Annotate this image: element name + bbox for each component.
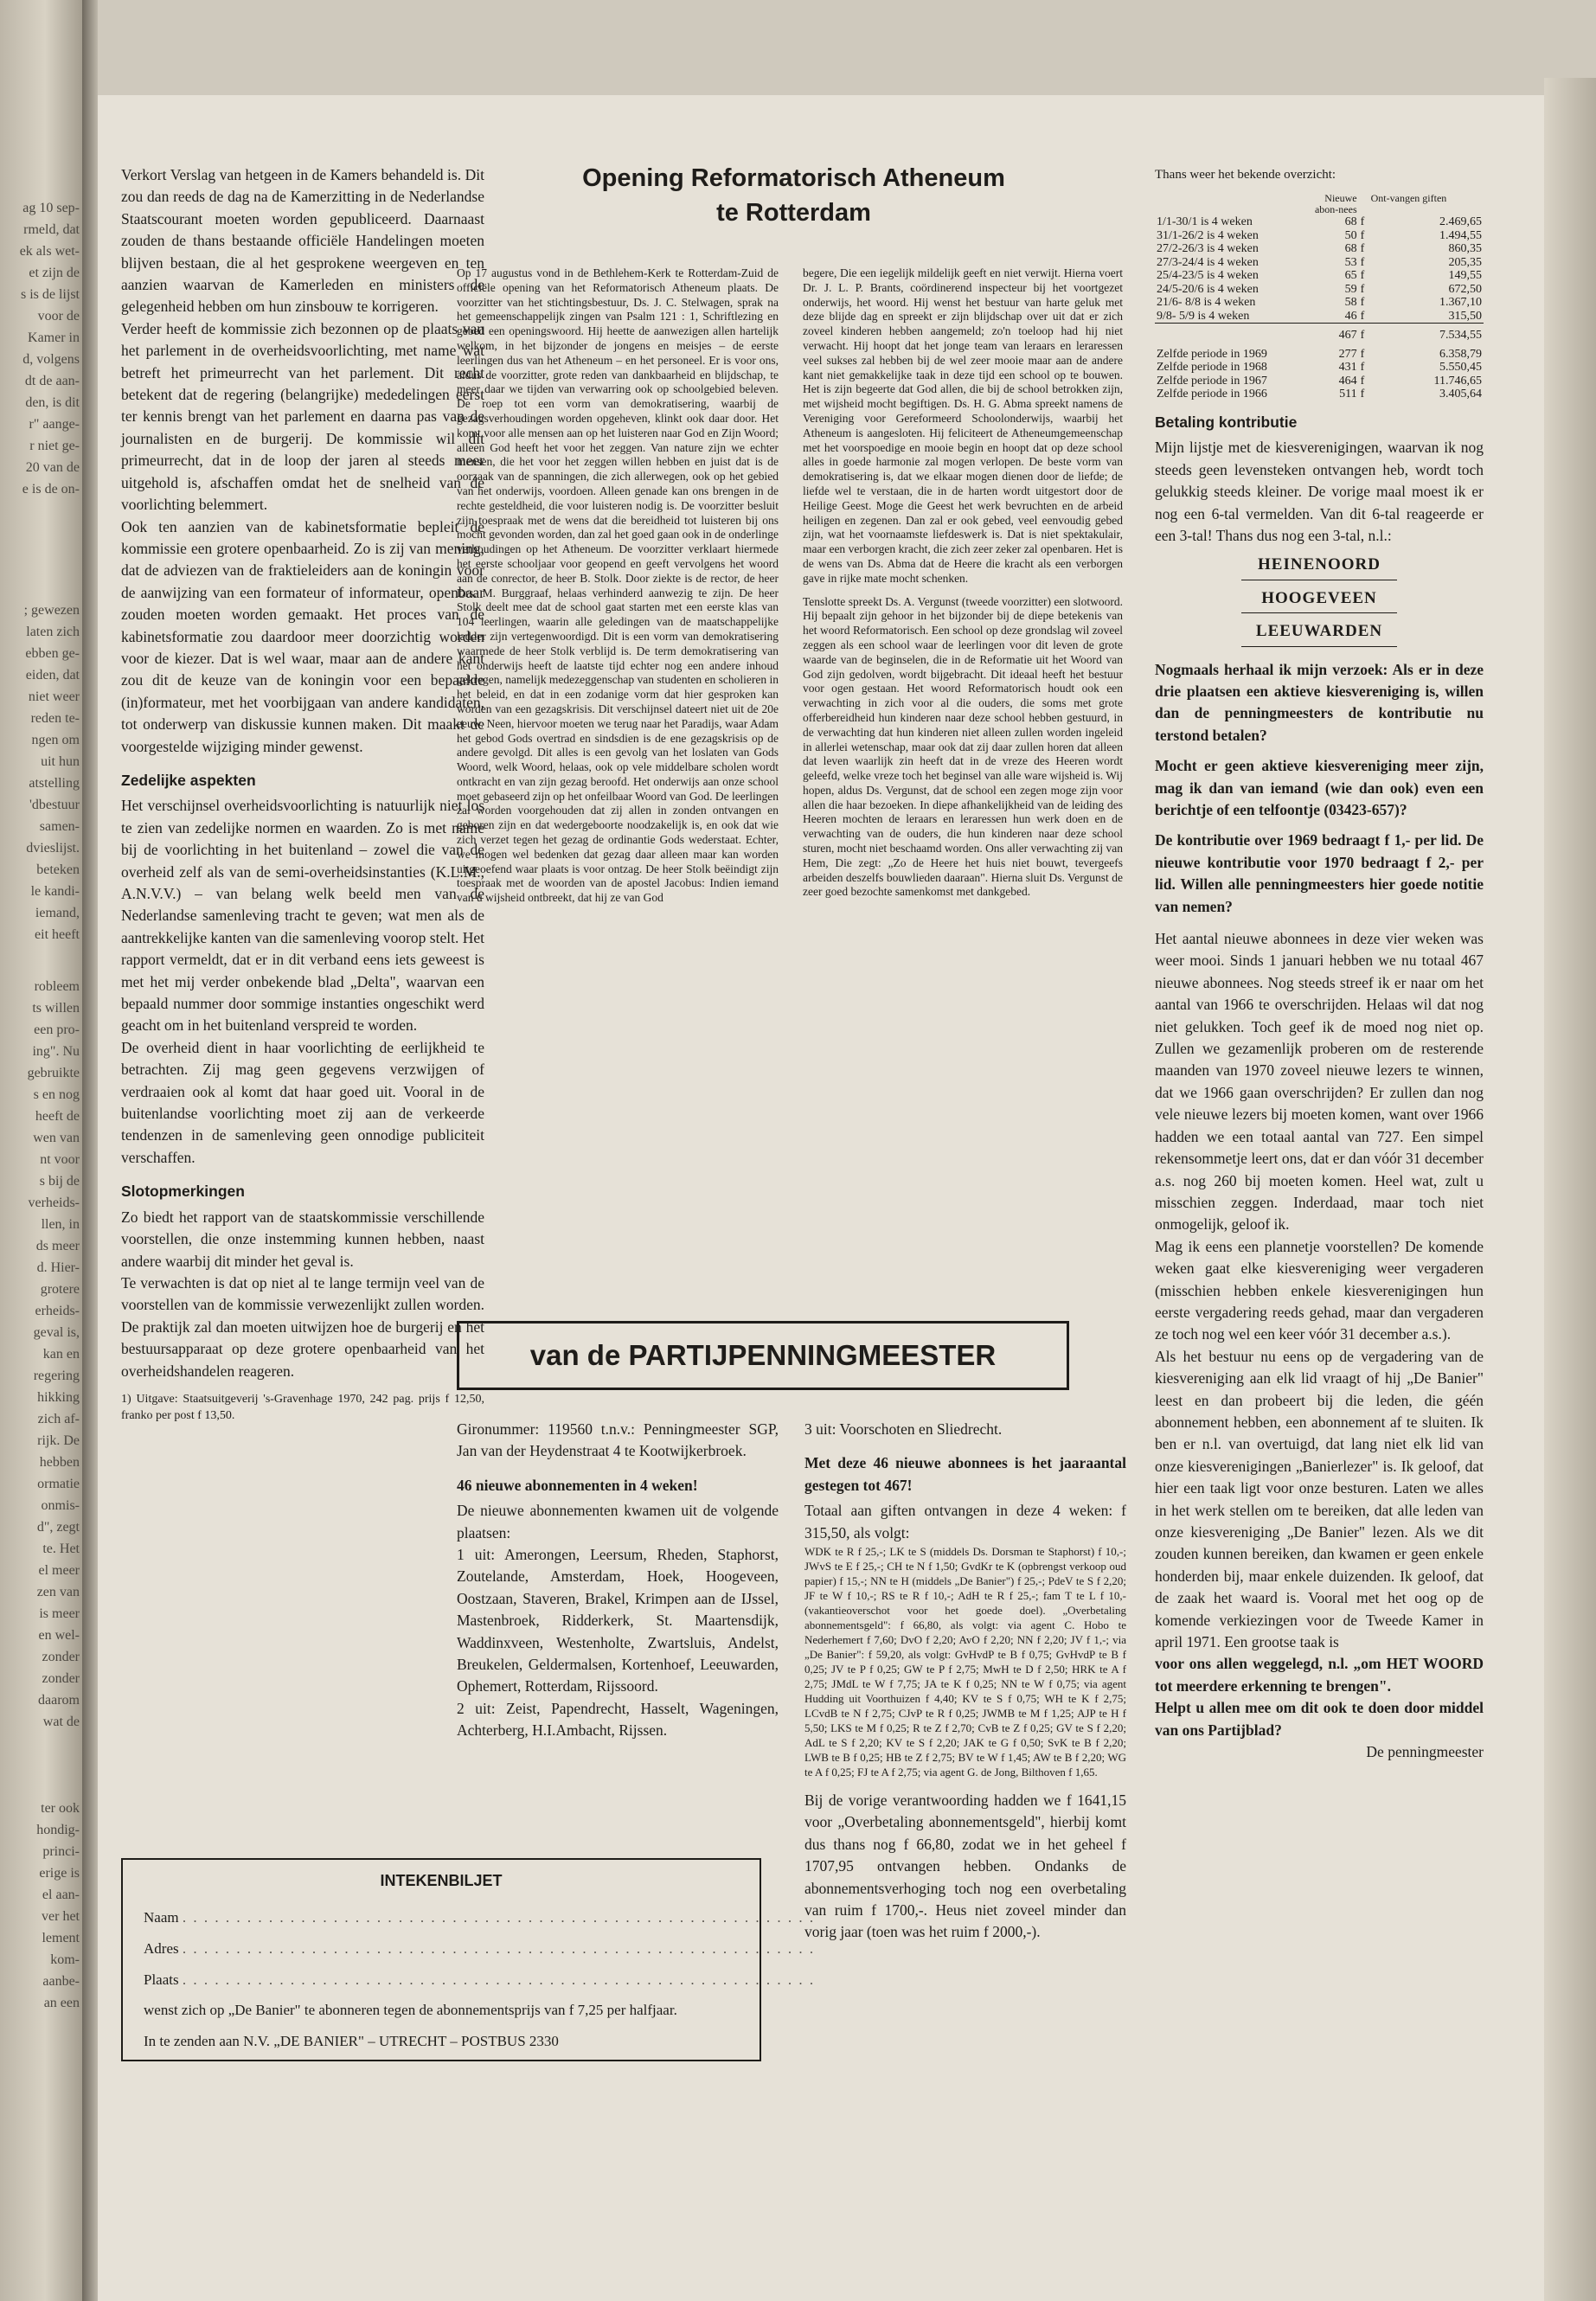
facing-page-line: ts willen: [32, 1001, 80, 1016]
form-note: wenst zich op „De Banier" te abonneren tegen de abonnementsprijs van f 7,25 per halfjaar.: [144, 2002, 677, 2018]
facing-page-line: geval is,: [33, 1325, 80, 1340]
table-cell: 27/2-26/3 is 4 weken: [1157, 242, 1259, 256]
facing-page-line: voor de: [37, 309, 80, 324]
facing-page-line: eiden, dat: [25, 668, 80, 683]
table-cell: 431: [1338, 361, 1357, 375]
paragraph: Zo biedt het rapport van de staatskommissie verschillende voorstellen, die onze instemming kunnen hebben, naast andere waarbij dit minder het geval is.: [121, 1208, 484, 1270]
paragraph: 3 uit: Voorschoten en Sliedrecht.: [804, 1420, 1003, 1438]
facing-page-line: 'dbestuur: [29, 798, 80, 812]
table-row: [1155, 242, 1484, 256]
table-row: [1155, 229, 1484, 243]
paragraph: Mijn lijstje met de kiesverenigingen, waarvan ik nog steeds geen levensteken ontvangen heb, wordt toch gelukkig steeds kleiner. De vorige maal moest ik er nog een 6-tal vermelden. Van dit 6-tal reageerde er een 3-tal! Thans dus nog een 3-tal, n.l.:: [1155, 439, 1484, 544]
table-row: [1155, 256, 1484, 270]
table-row: [1155, 324, 1484, 348]
table-cell: 3.405,64: [1439, 388, 1482, 401]
facing-page-line: grotere: [40, 1282, 80, 1297]
facing-page-text-4: [9, 1798, 80, 2014]
bold-paragraph: Nogmaals herhaal ik mijn verzoek: Als er in deze drie plaatsen een aktieve kiesvereniging is, willen dan de penningmeesters de kontributie nu terstond betalen?: [1155, 660, 1484, 744]
facing-page-line: ag 10 sep-: [22, 201, 80, 215]
article-title: [510, 161, 1077, 230]
facing-page-line: lement: [42, 1931, 80, 1945]
table-cell: Zelfde periode in 1967: [1157, 374, 1267, 388]
table-cell: 2.469,65: [1439, 215, 1482, 229]
facing-page-line: eit heeft: [35, 927, 80, 942]
table-cell: 205,35: [1448, 255, 1482, 269]
table-cell: 511: [1339, 388, 1357, 401]
table-cell: 672,50: [1448, 282, 1482, 296]
facing-page-line: d. Hier-: [36, 1260, 80, 1275]
facing-page-line: onmis-: [41, 1498, 80, 1513]
facing-page-line: is meer: [39, 1606, 80, 1621]
footnote: 1) Uitgave: Staatsuitgeverij 's-Gravenhage 1970, 242 pag. prijs f 12,50, franko per post f 13,50.: [121, 1392, 484, 1422]
table-cell: f: [1360, 388, 1365, 401]
town-hoogeveen: HOOGEVEEN: [1241, 587, 1397, 613]
facing-page-line: an een: [43, 1996, 80, 2010]
paragraph: 1 uit: Amerongen, Leersum, Rheden, Staphorst, Zoutelande, Amsterdam, Hoek, Hoogeveen, Oostzaan, Staveren, Brakel, Krimpen aan de IJssel, Mastenbroek, Ridderkerk, St. Maartensdijk, Waddinxveen, Westenholte, Zwartsluis, Andelst, Breukelen, Geldermalsen, Kortenhoef, Leeuwarden, Ophemert, Rotterdam, Rijssoord.: [457, 1546, 779, 1695]
facing-page-line: aanbe-: [42, 1974, 80, 1989]
table-cell: 65: [1344, 269, 1357, 283]
article-title-line-1: Opening Reformatorisch Atheneum: [582, 164, 1005, 192]
book-gutter: [82, 0, 98, 2301]
facing-page-line: reden te-: [30, 711, 80, 726]
signature: De penningmeester: [1366, 1743, 1484, 1761]
facing-page-line: daarom: [38, 1693, 80, 1708]
table-cell: 21/6- 8/8 is 4 weken: [1157, 296, 1256, 310]
table-cell: f: [1360, 242, 1365, 256]
penningmeester-column-1: [457, 1419, 779, 1742]
paragraph: Het aantal nieuwe abonnees in deze vier weken was weer mooi. Sinds 1 januari hebben we nu totaal 467 nieuwe abonnees. Nog steeds streef ik er naar om het aantal van 1966 te overschrijden. Helaas wil dat nog niet gelukken. Toch geef ik de moed nog niet op. Zullen we gezamenlijk proberen om de resterende maanden van 1970 zoveel nieuwe lezers te winnen, dat we 1966 gaan overschrijden? Er zullen dan nog vele nieuwe lezers bij moeten komen, want over 1966 hadden we een totaal aantal van 727. Een simpel rekensommetje leert ons, dat er dan vóór 31 december a.s. nog 260 bij moeten komen. Heel wat, zult u misschien zeggen. Inderdaad, maar toch niet onmogelijk, geloof ik.: [1155, 930, 1484, 1234]
table-row: [1155, 348, 1484, 362]
facing-page-line: d, volgens: [22, 352, 80, 367]
table-cell: 27/3-24/4 is 4 weken: [1157, 255, 1259, 269]
facing-page-line: samen-: [39, 819, 80, 834]
facing-page-line: ing". Nu: [32, 1044, 80, 1059]
address-field[interactable]: [144, 1933, 816, 1965]
paragraph: Het verschijnsel overheidsvoorlichting is natuurlijk niet los te zien van zedelijke normen en waarden. Zo is met name bij de voorlichting in het buitenland – zowel die van de overheid zelf als van de semi-overheidsinstanties (K.L.M., A.N.V.V.) – van belang welk beeld men van de Nederlandse samenleving tracht te geven; wat men als de aantrekkelijke kanten van die samenleving voorop stelt. Het rapport vermeldt, dat er in dit verband eens iets geweest is met het mij verder onbekende blad „Delta", waarvan een bepaald nummer door sommige instanties ongeschikt werd geacht om in het buitenland verspreid te worden.: [121, 797, 484, 1035]
table-cell: 68: [1344, 242, 1357, 256]
table-cell: f: [1360, 361, 1365, 375]
table-cell: 860,35: [1448, 242, 1482, 256]
town-heinenoord: HEINENOORD: [1241, 554, 1397, 580]
article-column-left: [457, 266, 779, 906]
dotted-line: . . . . . . . . . . . . . . . . . . . . . . . . . . . . . . . . . . . . . . . . . . . . . . . . . . . . . . . . . . .: [182, 1940, 816, 1957]
facing-page-text-3: [9, 976, 80, 1733]
table-cell: f: [1360, 215, 1365, 229]
facing-page-line: ek als wet-: [19, 244, 80, 259]
table-row: [1155, 361, 1484, 375]
table-cell: Zelfde periode in 1966: [1157, 388, 1267, 401]
table-row: [1155, 310, 1484, 324]
section-heading: Slotopmerkingen: [121, 1183, 245, 1201]
table-cell: 68: [1344, 215, 1357, 229]
facing-page-line: kom-: [50, 1952, 80, 1967]
facing-page-line: ormatie: [37, 1477, 80, 1491]
facing-page-line: r niet ge-: [29, 439, 80, 453]
facing-page-text-1: [9, 197, 80, 500]
table-cell: 9/8- 5/9 is 4 weken: [1157, 309, 1250, 323]
paragraph: 2 uit: Zeist, Papendrecht, Hasselt, Wageningen, Achterberg, H.I.Ambacht, Rijssen.: [457, 1699, 779, 1740]
article-column-right: [803, 266, 1123, 900]
table-cell: f: [1360, 309, 1365, 323]
facing-page-line: atstelling: [29, 776, 80, 791]
overview-intro: Thans weer het bekende overzicht:: [1155, 168, 1336, 182]
table-cell: 7.534,55: [1375, 324, 1484, 348]
paragraph: Verkort Verslag van hetgeen in de Kamers behandeld is. Dit zou dan reeds de dag na de Kamerzitting in de Nederlandse Staatscourant moeten worden gepubliceerd. Daarnaast zouden de thans bestaande officiële Handelingen moeten blijven bestaan, die al het gesprokene weergeven en ten aanzien waarvan de Kamerleden en ministers de gelegenheid hebben om hun zinsbouw te korrigeren.: [121, 166, 484, 316]
penningmeester-column-3: [1155, 164, 1484, 1763]
facing-page-line: heeft de: [35, 1109, 80, 1124]
facing-page-line: uit hun: [41, 754, 80, 769]
facing-page-line: kan en: [42, 1347, 80, 1362]
table-row: [1155, 375, 1484, 388]
table-cell: 277: [1338, 347, 1357, 361]
gift-list: WDK te R f 25,-; LK te S (middels Ds. Dorsman te Staphorst) f 10,-; JWvS te E f 25,-; CH te N f 1,50; GvdKr te K (opbrengst verkoop oud papier) f 15,-; NN te H (middels „De Banier") f 25,-; PdeV te S f 2,20; JF te W f 10,-; RS te R f 10,-; AdH te R f 25,-; fam T te L f 10,- (vakantieoverschot voor het goede doel). „Overbetaling abonnementsgeld": f 66,80, als volgt: via agent C. Hobo te Nederhemert f 7,60; DvO f 2,20; AvO f 2,20; NN f 2,20; JV f 1,-; via „De Banier": f 59,20, als volgt: GvHvdP te B f 0,75; GvHvdP te B f 0,25; JV te P f 0,25; GW te P f 2,75; MwH te D f 2,50; HRK te A f 2,75; JMdL te W f 7,75; JA te K f 0,25; NN te W f 0,75; via agent Hudding uit Voorthuizen f 4,40; KV te S f 0,75; WH te K f 2,75; LCvdB te N f 2,75; CJvP te R f 0,25; JWMB te M f 1,25; AJP te H f 5,50; LKS te M f 0,25; R te Z f 2,70; CvB te Z f 0,25; GV te S f 2,20; AdL te S f 2,20; KV te S f 2,20; JAK te G f 0,50; SvK te B f 2,20; LWB te B f 0,25; HB te Z f 2,75; BV te W f 1,45; AW te B f 2,20; WG te A f 0,25; FJ te A f 2,75; via agent G. de Jong, Bilthoven f 1,65.: [804, 1545, 1126, 1779]
facing-page-line: d", zegt: [36, 1520, 80, 1535]
column-voorlichting: [121, 164, 484, 1424]
subscription-table: [1155, 193, 1484, 401]
name-field[interactable]: [144, 1902, 816, 1933]
facing-page-line: e is de on-: [22, 482, 80, 497]
paragraph: De nieuwe abonnementen kwamen uit de volgende plaatsen:: [457, 1502, 779, 1541]
paragraph: Op 17 augustus vond in de Bethlehem-Kerk te Rotterdam-Zuid de officiële opening van het Reformatorisch Atheneum plaats. De voorzitter van het stichtingsbestuur, Ds. J. C. Stelwagen, sprak na het gemeenschappelijk zingen van Psalm 121 : 1, Schriftlezing en gebed een openingswoord. Hij heette de aanwezigen allen hartelijk welkom, in het bijzonder de jongens en meisjes – de eerste leerlingen dus van het Atheneum – en het personeel. Er is voor ons, aldus de voorzitter, grote reden van dankbaarheid en blijdschap, te meer daar we tijden van verwarring ook op schoolgebied beleven. De roep tot een vorm van demokratisering, waarbij de gezagsverhoudingen worden opgeheven, klinkt ook daar door. Het komt voor alle mensen aan op het luisteren naar God en Zijn Woord; alleen God heeft het voor het zeggen. Van nature zijn we echter mensen, die het voor het zeggen willen hebben en juist dat is de oorzaak van de spanningen, die zich allerwegen, ook op het gebied van het onderwijs, voordoen. Alleen genade kan ons brengen in de rechte gesteldheid, die voor luisteren nodig is. De voorzitter besluit zijn toespraak met de wens dat die bereidheid tot luisteren bij ons mocht gevonden worden, dan zal het goed gaan ook in de onderlinge verhoudingen op het Atheneum. De voorzitter verklaart hiermede het eerste schooljaar voor geopend en geeft vervolgens het woord aan de conrector, de heer B. Stolk. Door ziekte is de rector, de heer Drs. M. Burggraaf, helaas verhinderd aanwezig te zijn. De heer Stolk deelt mee dat de school gaat starten met een eerste klas van 104 leerlingen, waarin alle geledingen van de maatschappelijke ladder zijn vertegenwoordigd. Dit is een vorm van demokratisering waarmede de heer Stolk verblijd is. De term demokratisering van het onderwijs heeft de laatste tijd echter nog een andere inhoud gekregen, namelijk medezeggenschap van studenten en scholieren in het beleid, en dat in een zodanige vorm dat hier gesproken kan worden van een gezagskrisis. Dit verschijnsel dateert niet uit de 20e eeuw. Neen, hiervoor moeten we terug naar het Paradijs, waar Adam het gebod Gods overtrad en sindsdien is de ene gezagskrisis op de andere gevolgd. Dit alles is een gevolg van het loslaten van Gods Woord, welk Woord, helaas, ook op vele middelbare scholen wordt ontkracht en van zijn gezag beroofd. Het onderwijs aan onze school moet gebaseerd zijn op het onfeilbaar Woord van God. De leerlingen zal worden voorgehouden dat zij allen in zonden ontvangen en geboren zijn en dat wedergeboorte noodzakelijk is, en ook dat wie zich verzet tegen het gezag de ordinantie Gods wederstaat. Echter, we mogen wel bedenken dat gezag daar alleen maar kan worden uitgeoefend waar plaats is voor ontzag. De heer Stolk beëindigt zijn toespraak met de woorden van de apostel Jacobus: Indien iemand van u wijsheid ontbreekt, dat hij ze van God: [457, 266, 779, 905]
facing-page-line: hikking: [37, 1390, 80, 1405]
facing-page-line: 20 van de: [25, 460, 80, 475]
table-cell: 149,55: [1448, 269, 1482, 283]
facing-page-line: hondig-: [36, 1823, 80, 1837]
facing-page-line: wat de: [42, 1715, 80, 1729]
penningmeester-banner: van de PARTIJPENNINGMEESTER: [457, 1321, 1069, 1390]
facing-page-line: r" aange-: [29, 417, 80, 432]
facing-page-line: rmeld, dat: [23, 222, 80, 237]
facing-page-line: princi-: [42, 1844, 80, 1859]
table-header-row: [1155, 193, 1484, 215]
paragraph: Bij de vorige verantwoording hadden we f 1641,15 voor „Overbetaling abonnementsgeld", hierbij komt dus thans nog f 66,80, zodat we in het geheel f 1707,95 ontvangen hebben. Ondanks de abonnementsverhoging toch nog een overbetaling van ruim f 1700,-. Heus niet zoveel minder dan vorig jaar (toen was het ruim f 2000,-).: [804, 1791, 1126, 1941]
facing-page-line: el aan-: [42, 1888, 80, 1902]
table-cell: 5.550,45: [1439, 361, 1482, 375]
town-leeuwarden: LEEUWARDEN: [1241, 620, 1397, 646]
facing-page-line: ; gewezen: [23, 603, 80, 618]
facing-page-line: rijk. De: [37, 1433, 80, 1448]
facing-page-line: regering: [33, 1368, 80, 1383]
facing-page-line: ter ook: [41, 1801, 80, 1816]
facing-page-line: en wel-: [38, 1628, 80, 1643]
bold-paragraph: De kontributie over 1969 bedraagt f 1,- per lid. De nieuwe kontributie voor 1970 bedraagt f 2,- per lid. Willen alle penningmeesters hier goede notitie van nemen?: [1155, 831, 1484, 915]
column-header: Nieuwe abon-nees: [1314, 192, 1357, 216]
paragraph: Verder heeft de kommissie zich bezonnen op de plaats van het parlement in de overheidsvoorlichting, met name wat betreft het primeurrecht van het parlement. Dit recht betekent dat de regering (belangrijke) mededelingen eerst ter kennis brengt van het parlement en daarna pas van de journalisten en de burgerij. De kommissie wil dit primeurrecht, dat in de loop der jaren al steeds meer uitgehold is, afschaffen omdat het de snelheid van de voorlichting belemmert.: [121, 319, 484, 514]
table-cell: f: [1360, 228, 1365, 242]
facing-page-line: wen van: [33, 1131, 80, 1145]
section-heading: Zedelijke aspekten: [121, 771, 256, 789]
facing-page-line: ds meer: [35, 1239, 80, 1253]
facing-page-edge: [0, 0, 82, 2301]
table-cell: 315,50: [1448, 309, 1482, 323]
facing-page-line: zonder: [42, 1650, 80, 1664]
table-cell: 53: [1344, 255, 1357, 269]
facing-page-line: een pro-: [34, 1022, 80, 1037]
table-cell: 1.494,55: [1439, 228, 1482, 242]
table-cell: 1/1-30/1 is 4 weken: [1157, 215, 1253, 229]
facing-page-line: te. Het: [42, 1541, 80, 1556]
table-cell: f: [1360, 282, 1365, 296]
table-cell: f: [1360, 269, 1365, 283]
table-cell: 11.746,65: [1433, 374, 1482, 388]
table-cell: 1.367,10: [1439, 296, 1482, 310]
paragraph: Tenslotte spreekt Ds. A. Vergunst (tweede voorzitter) een slotwoord. Hij bepaalt zijn gehoor in het bijzonder bij de diepe betekenis van het woord Reformatorisch. Een school op deze grondslag wil zoveel zeggen als een school waar de leerlingen voor dit leven de grote waarde van de beginselen, die in de Reformatie uit het Woord van God zijn gedolven, wordt bijgebracht. Dit ideaal heeft het bestuur voor ogen gestaan. Het woord Reformatorisch houdt ook een verwachting in zich voor al die ouders, die soms met grote offerbereidheid hun kinderen naar deze school hebben gestuurd, in de verwachting dat hun kinderen niet alleen zullen worden ingeleid in allerlei wetenschap, maar ook dat zij daar zullen horen dat alleen dat leven waarlijk zin heeft dat in de vreze des Heeren wordt geleefd, welke vreze toch het beginsel van alle ware wijsheid is. Wij hopen, aldus Ds. Vergunst, dat de school een zegen moge zijn voor allen die haar bezoeken. In diepe afhankelijkheid van de leiding des Heeren mochten de leraars en leraressen hun werk doen en de verwachting van de ouders, die hun kinderen naar deze school sturen, mocht niet beschaamd worden. Ons aller verwachting zij van Hem, Die zegt: „Zo de Heere het huis niet bouwt, tevergeefs arbeiden deszelfs bouwlieden daaraan". Hierna sluit Ds. Vergunst de zeer goed bezochte samenkomst met dankgebed.: [803, 594, 1124, 899]
facing-page-line: dvieslijst.: [26, 841, 80, 856]
facing-page-line: le kandi-: [30, 884, 80, 899]
bold-paragraph: voor ons allen weggelegd, n.l. „om HET WOORD tot meerdere erkenning te brengen".: [1155, 1655, 1484, 1695]
facing-page-line: ngen om: [31, 733, 80, 747]
column-header: Ont-vangen giften: [1370, 192, 1447, 205]
page-stack-edge: [1544, 78, 1596, 2301]
facing-page-line: nt voor: [40, 1152, 80, 1167]
table-row: [1155, 283, 1484, 297]
table-cell: [1155, 324, 1311, 348]
penningmeester-column-2: [804, 1419, 1126, 1944]
table-cell: f: [1360, 255, 1365, 269]
facing-page-line: iemand,: [35, 906, 80, 920]
table-cell: 58: [1344, 296, 1357, 310]
table-cell: 24/5-20/6 is 4 weken: [1157, 282, 1259, 296]
paragraph: Mag ik eens een plannetje voorstellen? De komende weken gaat elke kiesvereniging weer vergaderen (misschien hebben enkele kiesverenigingen hun eerste vergadering reeds gehad, maar dan vergaderen ze toch nog wel een keer vóór 31 december a.s.).: [1155, 1237, 1484, 1343]
facing-page-line: el meer: [38, 1563, 80, 1578]
facing-page-line: niet weer: [28, 689, 80, 704]
facing-page-line: zonder: [42, 1671, 80, 1686]
section-heading: 46 nieuwe abonnementen in 4 weken!: [457, 1476, 698, 1494]
facing-page-line: ver het: [42, 1909, 80, 1924]
form-send-address: In te zenden aan N.V. „DE BANIER" – UTRECHT – POSTBUS 2330: [144, 2033, 559, 2049]
form-title: INTEKENBILJET: [380, 1872, 503, 1889]
section-heading: Met deze 46 nieuwe abonnees is het jaaraantal gestegen tot 467!: [804, 1454, 1126, 1494]
table-row: [1155, 388, 1484, 401]
table-cell: Zelfde periode in 1969: [1157, 347, 1267, 361]
facing-page-line: dt de aan-: [24, 374, 80, 388]
paragraph: Totaal aan giften ontvangen in deze 4 weken: f 315,50, als volgt:: [804, 1502, 1126, 1541]
table-row: [1155, 296, 1484, 310]
paragraph: Gironummer: 119560 t.n.v.: Penningmeester SGP, Jan van der Heydenstraat 4 te Kootwijkerbroek.: [457, 1420, 779, 1460]
table-row: [1155, 215, 1484, 229]
table-cell: 464: [1338, 374, 1357, 388]
facing-page-line: s is de lijst: [20, 287, 80, 302]
table-cell: f: [1360, 374, 1365, 388]
paragraph: De overheid dient in haar voorlichting de eerlijkheid te betrachten. Zij mag geen gegevens verzwijgen of verdraaien ook al komt dat haar goed uit. Vooral in de buitenlandse voorlichting moet zij aan de verkeerde tendenzen in de samenleving geen onnodige publiciteit verschaffen.: [121, 1038, 484, 1166]
facing-page-line: laten zich: [26, 625, 80, 639]
table-cell: 59: [1344, 282, 1357, 296]
table-cell: 50: [1344, 228, 1357, 242]
city-field[interactable]: [144, 1965, 816, 1996]
paragraph: Ook ten aanzien van de kabinetsformatie bepleit de kommissie een grotere openbaarheid. Zo is zij van mening, dat de adviezen van de fraktieleiders aan de koningin voor de aanwijzing van een formateur of informateur, openbaar zouden moeten worden gemaakt. Het proces van de kabinetsformatie zou daardoor meer doorzichtig worden voor de kiezer. Dat is wel waar, maar aan de andere kant zou dit de keuze van de koningin voor een bepaalde (in)formateur, met het voorbijgaan van andere kandidaten, tot onderwerp van diskussie kunnen maken. Dit maakt de voorgestelde wijziging minder gewenst.: [121, 517, 484, 755]
table-cell: 467: [1311, 324, 1359, 348]
table-cell: 25/4-23/5 is 4 weken: [1157, 269, 1259, 283]
table-cell: Zelfde periode in 1968: [1157, 361, 1267, 375]
facing-page-line: llen, in: [41, 1217, 80, 1232]
table-cell: f: [1360, 347, 1365, 361]
facing-page-line: erheids-: [35, 1304, 80, 1318]
table-cell: 31/1-26/2 is 4 weken: [1157, 228, 1259, 242]
paragraph: begere, Die een iegelijk mildelijk geeft en niet verwijt. Hierna voert Dr. J. L. P. Brants, coördinerend inspecteur bij het voortgezet onderwijs, het woord. Hij wenst het bestuur van harte geluk met deze blijde dag en spreekt er zijn blijdschap over uit dat er zich zoveel kinderen hebben aangemeld; zo'n toeloop had hij niet verwacht. Hij hoopt dat het jonge team van leraars en leraressen veel sukses zal hebben bij de wel zeer mooie maar aan de andere kant niet gemakkelijke taak in deze tijd een school op te bouwen. Het is zijn begeerte dat God allen, die bij de school betrokken zijn, met wijsheid mocht begiftigen. Ds. H. G. Abma spreekt namens de Vereniging voor Gereformeerd Schoolonderwijs, waarbij het Atheneum is aangesloten. Hij feliciteert de Atheneumgemeenschap met het voorspoedige en mooie begin en hoopt dat op deze school alles in goede harmonie zal mogen verlopen. De beste vorm van demokratisering is, dat we elkaar mogen dienen door de liefde; de liefde wel te verstaan, die in de harten wordt uitgestort door de Heilige Geest. Moge die Geest het werk bevruchten en de arbeid heiligen en zegenen. Dan zal er ook gebed, veel eenvoudig gebed zijn, wat het voornaamste liefdeswerk is. Dat is niet spektakulair, maar een verborgen kracht, die zich zeer zeker zal openbaren. Het is de wens van Ds. Abma dat de Heere die kracht als een verborgen gave in rijke mate mocht schenken.: [803, 266, 1123, 585]
dotted-line: . . . . . . . . . . . . . . . . . . . . . . . . . . . . . . . . . . . . . . . . . . . . . . . . . . . . . . . . . . .: [182, 1971, 816, 1988]
table-row: [1155, 269, 1484, 283]
facing-page-line: et zijn de: [29, 266, 80, 280]
bold-paragraph: Mocht er geen aktieve kiesvereniging meer zijn, mag ik dan van iemand (wie dan ook) even een berichtje of een telfoontje (03423-657)?: [1155, 757, 1484, 818]
facing-page-line: erige is: [39, 1866, 80, 1881]
bold-paragraph: Helpt u allen mee om dit ook te doen door middel van ons Partijblad?: [1155, 1699, 1484, 1739]
facing-page-line: den, is dit: [25, 395, 80, 410]
table-cell: 46: [1344, 309, 1357, 323]
facing-page-line: verheids-: [28, 1195, 80, 1210]
article-title-line-2: te Rotterdam: [716, 199, 871, 227]
facing-page-line: gebruikte: [27, 1066, 80, 1080]
table-cell: 6.358,79: [1439, 347, 1482, 361]
facing-page-line: hebben: [39, 1455, 80, 1470]
facing-page-line: ebben ge-: [25, 646, 80, 661]
facing-page-line: robleem: [34, 979, 80, 994]
dotted-line: . . . . . . . . . . . . . . . . . . . . . . . . . . . . . . . . . . . . . . . . . . . . . . . . . . . . . . . . . . .: [182, 1909, 816, 1926]
name-label: Naam: [144, 1909, 179, 1926]
table-cell: f: [1360, 296, 1365, 310]
paragraph: Als het bestuur nu eens op de vergadering van de kiesvereniging aan elk lid vraagt of hij „De Banier" leest en dan probeert bij die leden, die géén abonnement hebben, een abonnement af te sluiten. Ik ben er n.l. van overtuigd, dat lang niet elk lid van onze kiesverenigingen „Banierlezer" is. Ik geloof, dat hier een taak ligt voor onze besturen. Laten we alles in het werk stellen om te bereiken, dat alle leden van onze kiesvereniging „De Banier" lezen. Als we dit zouden kunnen bereiken, dan kwamen er geen enkele honderden bij, maar enkele duizenden. Ik geloof, dat de zaak het waard is. Vooral met het oog op de komende verkiezingen voor de Tweede Kamer in april 1971. Een grootse taak is: [1155, 1347, 1484, 1651]
facing-page-line: s en nog: [33, 1087, 80, 1102]
facing-page-line: s bij de: [39, 1174, 80, 1189]
section-heading: Betaling kontributie: [1155, 413, 1298, 431]
facing-page-line: beteken: [36, 862, 80, 877]
city-label: Plaats: [144, 1971, 179, 1988]
paragraph: Te verwachten is dat op niet al te lange termijn veel van de voorstellen van de kommissie verwezenlijkt zullen worden. De praktijk zal dan moeten uitwijzen hoe de burgerij en het bestuursapparaat op deze grotere openbaarheid van het overheidshandelen reageren.: [121, 1273, 484, 1380]
address-label: Adres: [144, 1940, 179, 1957]
facing-page-text-2: [9, 599, 80, 945]
facing-page-line: zich af-: [37, 1412, 80, 1426]
table-cell: f: [1359, 324, 1375, 348]
facing-page-line: zen van: [36, 1585, 80, 1599]
facing-page-line: Kamer in: [28, 330, 80, 345]
subscription-form: [121, 1858, 816, 2061]
